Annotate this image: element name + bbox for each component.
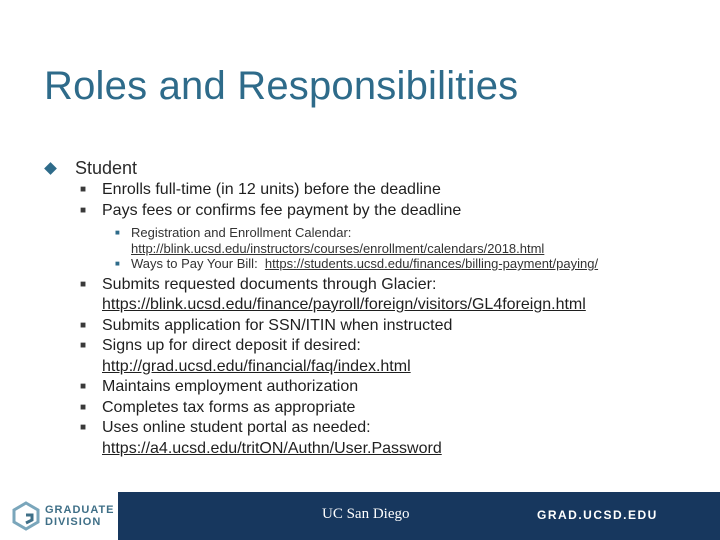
logo-line-2: DIVISION <box>45 516 102 528</box>
sub-list-item-text: Ways to Pay Your Bill: <box>131 256 258 271</box>
uc-san-diego-logo: UC San Diego <box>322 506 410 522</box>
list-item <box>80 275 710 316</box>
list-item-text: Submits requested documents through Glacier: <box>102 275 437 293</box>
list-item <box>80 377 710 398</box>
square-bullet-icon: ■ <box>80 422 87 433</box>
square-bullet-icon: ■ <box>80 278 87 290</box>
bullet-student <box>44 158 137 179</box>
logo-line-1: GRADUATE <box>45 504 115 516</box>
list-item <box>80 316 710 337</box>
list-item-text: Signs up for direct deposit if desired: <box>102 337 361 354</box>
student-portal-link[interactable]: https://a4.ucsd.edu/tritON/Authn/User.Password <box>102 439 442 457</box>
list-item <box>80 201 710 222</box>
list-item-text: Submits application for SSN/ITIN when instructed <box>102 316 453 334</box>
list-item <box>80 336 710 377</box>
list-item <box>80 180 710 201</box>
square-bullet-icon: ■ <box>80 319 87 331</box>
square-bullet-icon: ■ <box>115 228 120 237</box>
site-url: GRAD.UCSD.EDU <box>537 508 658 522</box>
enrollment-calendar-link[interactable]: http://blink.ucsd.edu/instructors/courses/enrollment/calendars/2018.html <box>131 240 545 256</box>
list-item <box>80 418 710 459</box>
square-bullet-icon: ■ <box>80 401 87 413</box>
glacier-link[interactable]: https://blink.ucsd.edu/finance/payroll/foreign/visitors/GL4foreign.html <box>102 296 586 313</box>
graduate-division-logo <box>0 492 118 540</box>
bullet-student-label: Student <box>75 158 138 178</box>
responsibility-list <box>80 180 710 459</box>
list-item-text: Uses online student portal as needed: <box>102 419 371 436</box>
diamond-bullet-icon <box>44 162 57 175</box>
direct-deposit-link[interactable]: http://grad.ucsd.edu/financial/faq/index.html <box>102 357 411 375</box>
footer-bar <box>0 492 720 540</box>
square-bullet-icon: ■ <box>80 340 87 351</box>
list-item-text: Completes tax forms as appropriate <box>102 398 356 416</box>
list-item-text: Pays fees or confirms fee payment by the deadline <box>102 201 462 219</box>
sub-list-item <box>115 256 710 272</box>
graduate-division-logo-mark-icon <box>12 501 40 531</box>
list-item-text: Enrolls full-time (in 12 units) before the deadline <box>102 181 441 198</box>
pay-bill-link[interactable]: https://students.ucsd.edu/finances/billing-payment/paying/ <box>264 256 599 271</box>
list-item-text: Maintains employment authorization <box>102 378 359 395</box>
square-bullet-icon: ■ <box>80 381 87 392</box>
sub-list <box>80 225 710 272</box>
slide-title: Roles and Responsibilities <box>44 64 519 108</box>
square-bullet-icon: ■ <box>115 259 120 268</box>
sub-list-item <box>115 225 710 256</box>
square-bullet-icon: ■ <box>80 204 87 216</box>
sub-list-item-text: Registration and Enrollment Calendar: <box>131 225 352 240</box>
square-bullet-icon: ■ <box>80 184 87 195</box>
list-item <box>80 398 710 419</box>
